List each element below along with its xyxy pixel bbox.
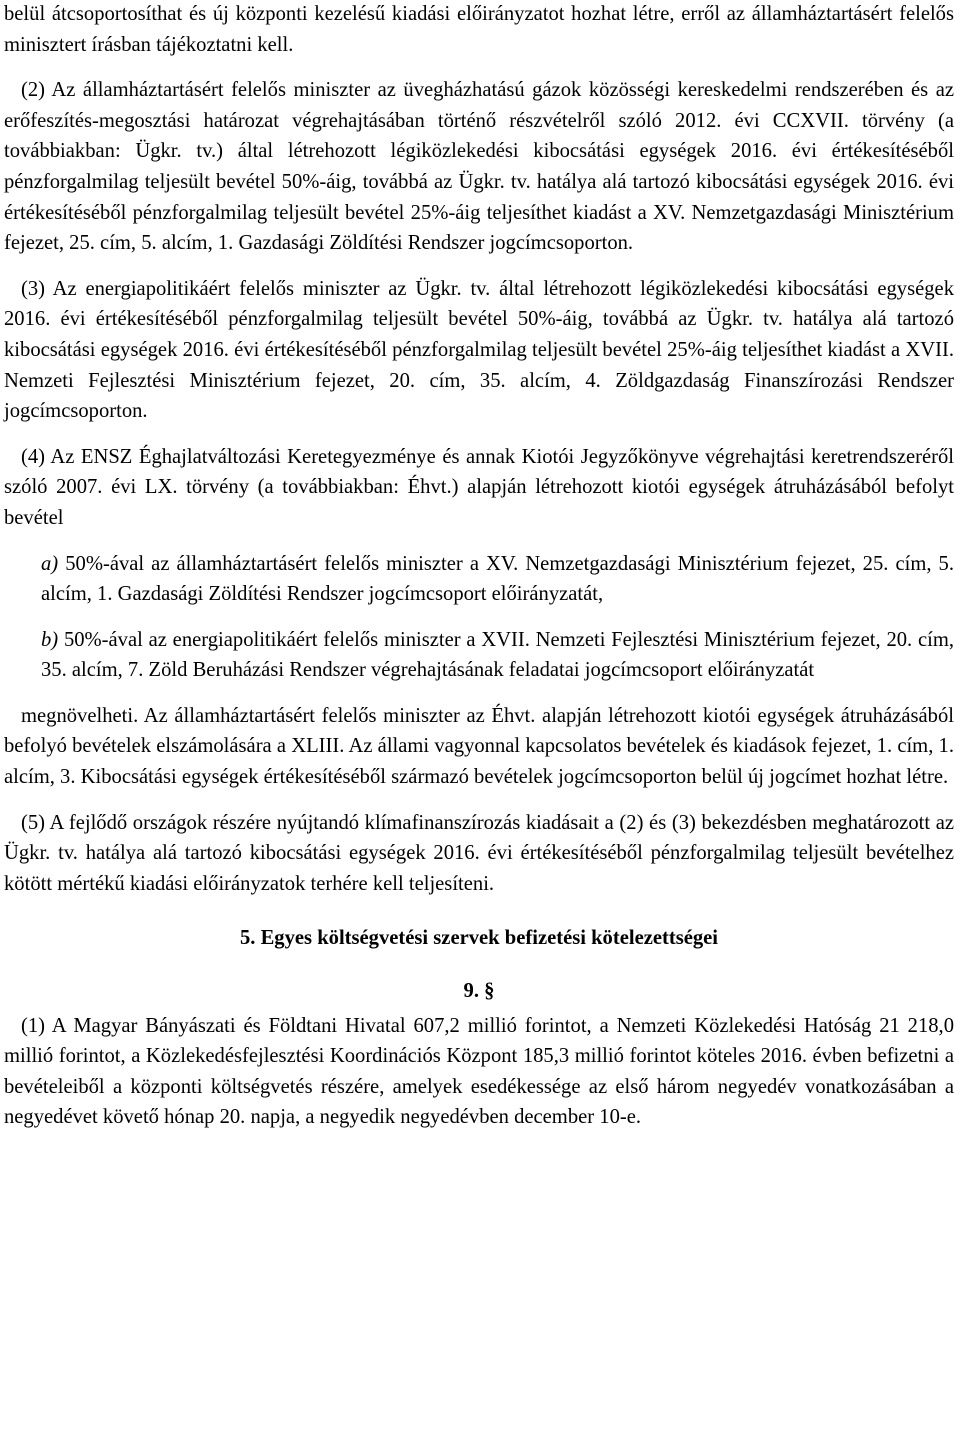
paragraph-4: (4) Az ENSZ Éghajlatváltozási Keretegyezménye és annak Kiotói Jegyzőkönyve végrehajtási keretrendszeréről szóló 2007. évi LX. törvény (a továbbiakban: Éhvt.) alapján létrehozott kiotói egységek átruházásából befolyt bevétel <box>4 445 954 529</box>
spacer <box>4 259 954 274</box>
list-item-a-text <box>41 549 954 610</box>
spacer <box>4 686 954 701</box>
article-number: 9. § <box>463 980 495 1003</box>
paragraph-5: (5) A fejlődő országok részére nyújtandó klímafinanszírozás kiadásait a (2) és (3) bekezdésben meghatározott az Ügkr. tv. hatálya alá tartozó kibocsátási egységek 2016. évi értékesítéséből pénzforgalmilag teljesült bevételhez kötött mértékű kiadási előirányzatok terhére kell teljesíteni. <box>4 811 954 895</box>
document-page <box>4 0 954 1133</box>
list-item-b-body: 50%-ával az energiapolitikáért felelős miniszter a XVII. Nemzeti Fejlesztési Minisztérium fejezet, 20. cím, 35. alcím, 7. Zöld Beruházási Rendszer végrehajtásának feladatai jogcímcsoport előirányzatát <box>41 628 954 682</box>
list-item-a-body: 50%-ával az államháztartásért felelős miniszter a XV. Nemzetgazdasági Minisztérium fejezet, 25. cím, 5. alcím, 1. Gazdasági Zöldítési Rendszer jogcímcsoport előirányzatát, <box>41 552 954 606</box>
list-item-a <box>4 549 954 610</box>
intro-continuation: belül átcsoportosíthat és új központi kezelésű kiadási előirányzatot hozhat létre, erről az államháztartásért felelős minisztert írásban tájékoztatni kell. <box>4 3 954 56</box>
paragraph-2: (2) Az államháztartásért felelős miniszter az üvegházhatású gázok közösségi kereskedelmi rendszerében és az erőfeszítés-megosztási határozat végrehajtásában történő részvételről szóló 2012. évi CCXVII. törvény (a továbbiakban: Ügkr. tv.) által létrehozott légiközlekedési kibocsátási egységek 2016. évi értékesítéséből pénzforgalmilag teljesült bevétel 50%-áig, továbbá az Ügkr. tv. hatálya alá tartozó kibocsátási egységek 2016. évi értékesítéséből pénzforgalmilag teljesült bevétel 25%-áig teljesíthet kiadást a XV. Nemzetgazdasági Minisztérium fejezet, 25. cím, 5. alcím, 1. Gazdasági Zöldítési Rendszer jogcímcsoporton. <box>4 79 954 255</box>
section-heading: 5. Egyes költségvetési szervek befizetési kötelezettségei <box>239 927 719 950</box>
spacer <box>4 793 954 808</box>
spacer <box>4 610 954 625</box>
list-item-b <box>4 625 954 686</box>
spacer <box>4 899 954 923</box>
list-item-b-text <box>41 625 954 686</box>
paragraph-4-continuation: megnövelheti. Az államháztartásért felelős miniszter az Éhvt. alapján létrehozott kiotói egységek átruházásából befolyó bevételek elszámolására a XLIII. Az állami vagyonnal kapcsolatos bevételek és kiadások fejezet, 1. cím, 1. alcím, 3. Kibocsátási egységek értékesítéséből származó bevételek jogcímcsoporton belül új jogcímet hozhat létre. <box>4 704 954 789</box>
list-item-b-label: b) <box>41 628 59 651</box>
list-item-a-label: a) <box>41 552 59 575</box>
spacer <box>4 60 954 75</box>
spacer <box>4 534 954 549</box>
spacer <box>4 954 954 976</box>
article-9-paragraph-1: (1) A Magyar Bányászati és Földtani Hivatal 607,2 millió forintot, a Nemzeti Közlekedési Hatóság 21 218,0 millió forintot, a Közlekedésfejlesztési Koordinációs Központ 185,3 millió forintot köteles 2016. évben befizetni a bevételeiből a központi költségvetés részére, amelyek esedékessége az első három negyedév vonatkozásában a negyedévet követő hónap 20. napja, a negyedik negyedévben december 10-e. <box>4 1014 954 1129</box>
paragraph-3: (3) Az energiapolitikáért felelős miniszter az Ügkr. tv. által létrehozott légiközlekedési kibocsátási egységek 2016. évi értékesítéséből pénzforgalmilag teljesült bevétel 50%-áig, továbbá az Ügkr. tv. hatálya alá tartozó kibocsátási egységek 2016. évi értékesítéséből pénzforgalmilag teljesült bevétel 25%-áig teljesíthet kiadást a XVII. Nemzeti Fejlesztési Minisztérium fejezet, 20. cím, 35. alcím, 4. Zöldgazdaság Finanszírozási Rendszer jogcímcsoporton. <box>4 277 954 423</box>
spacer <box>4 427 954 442</box>
